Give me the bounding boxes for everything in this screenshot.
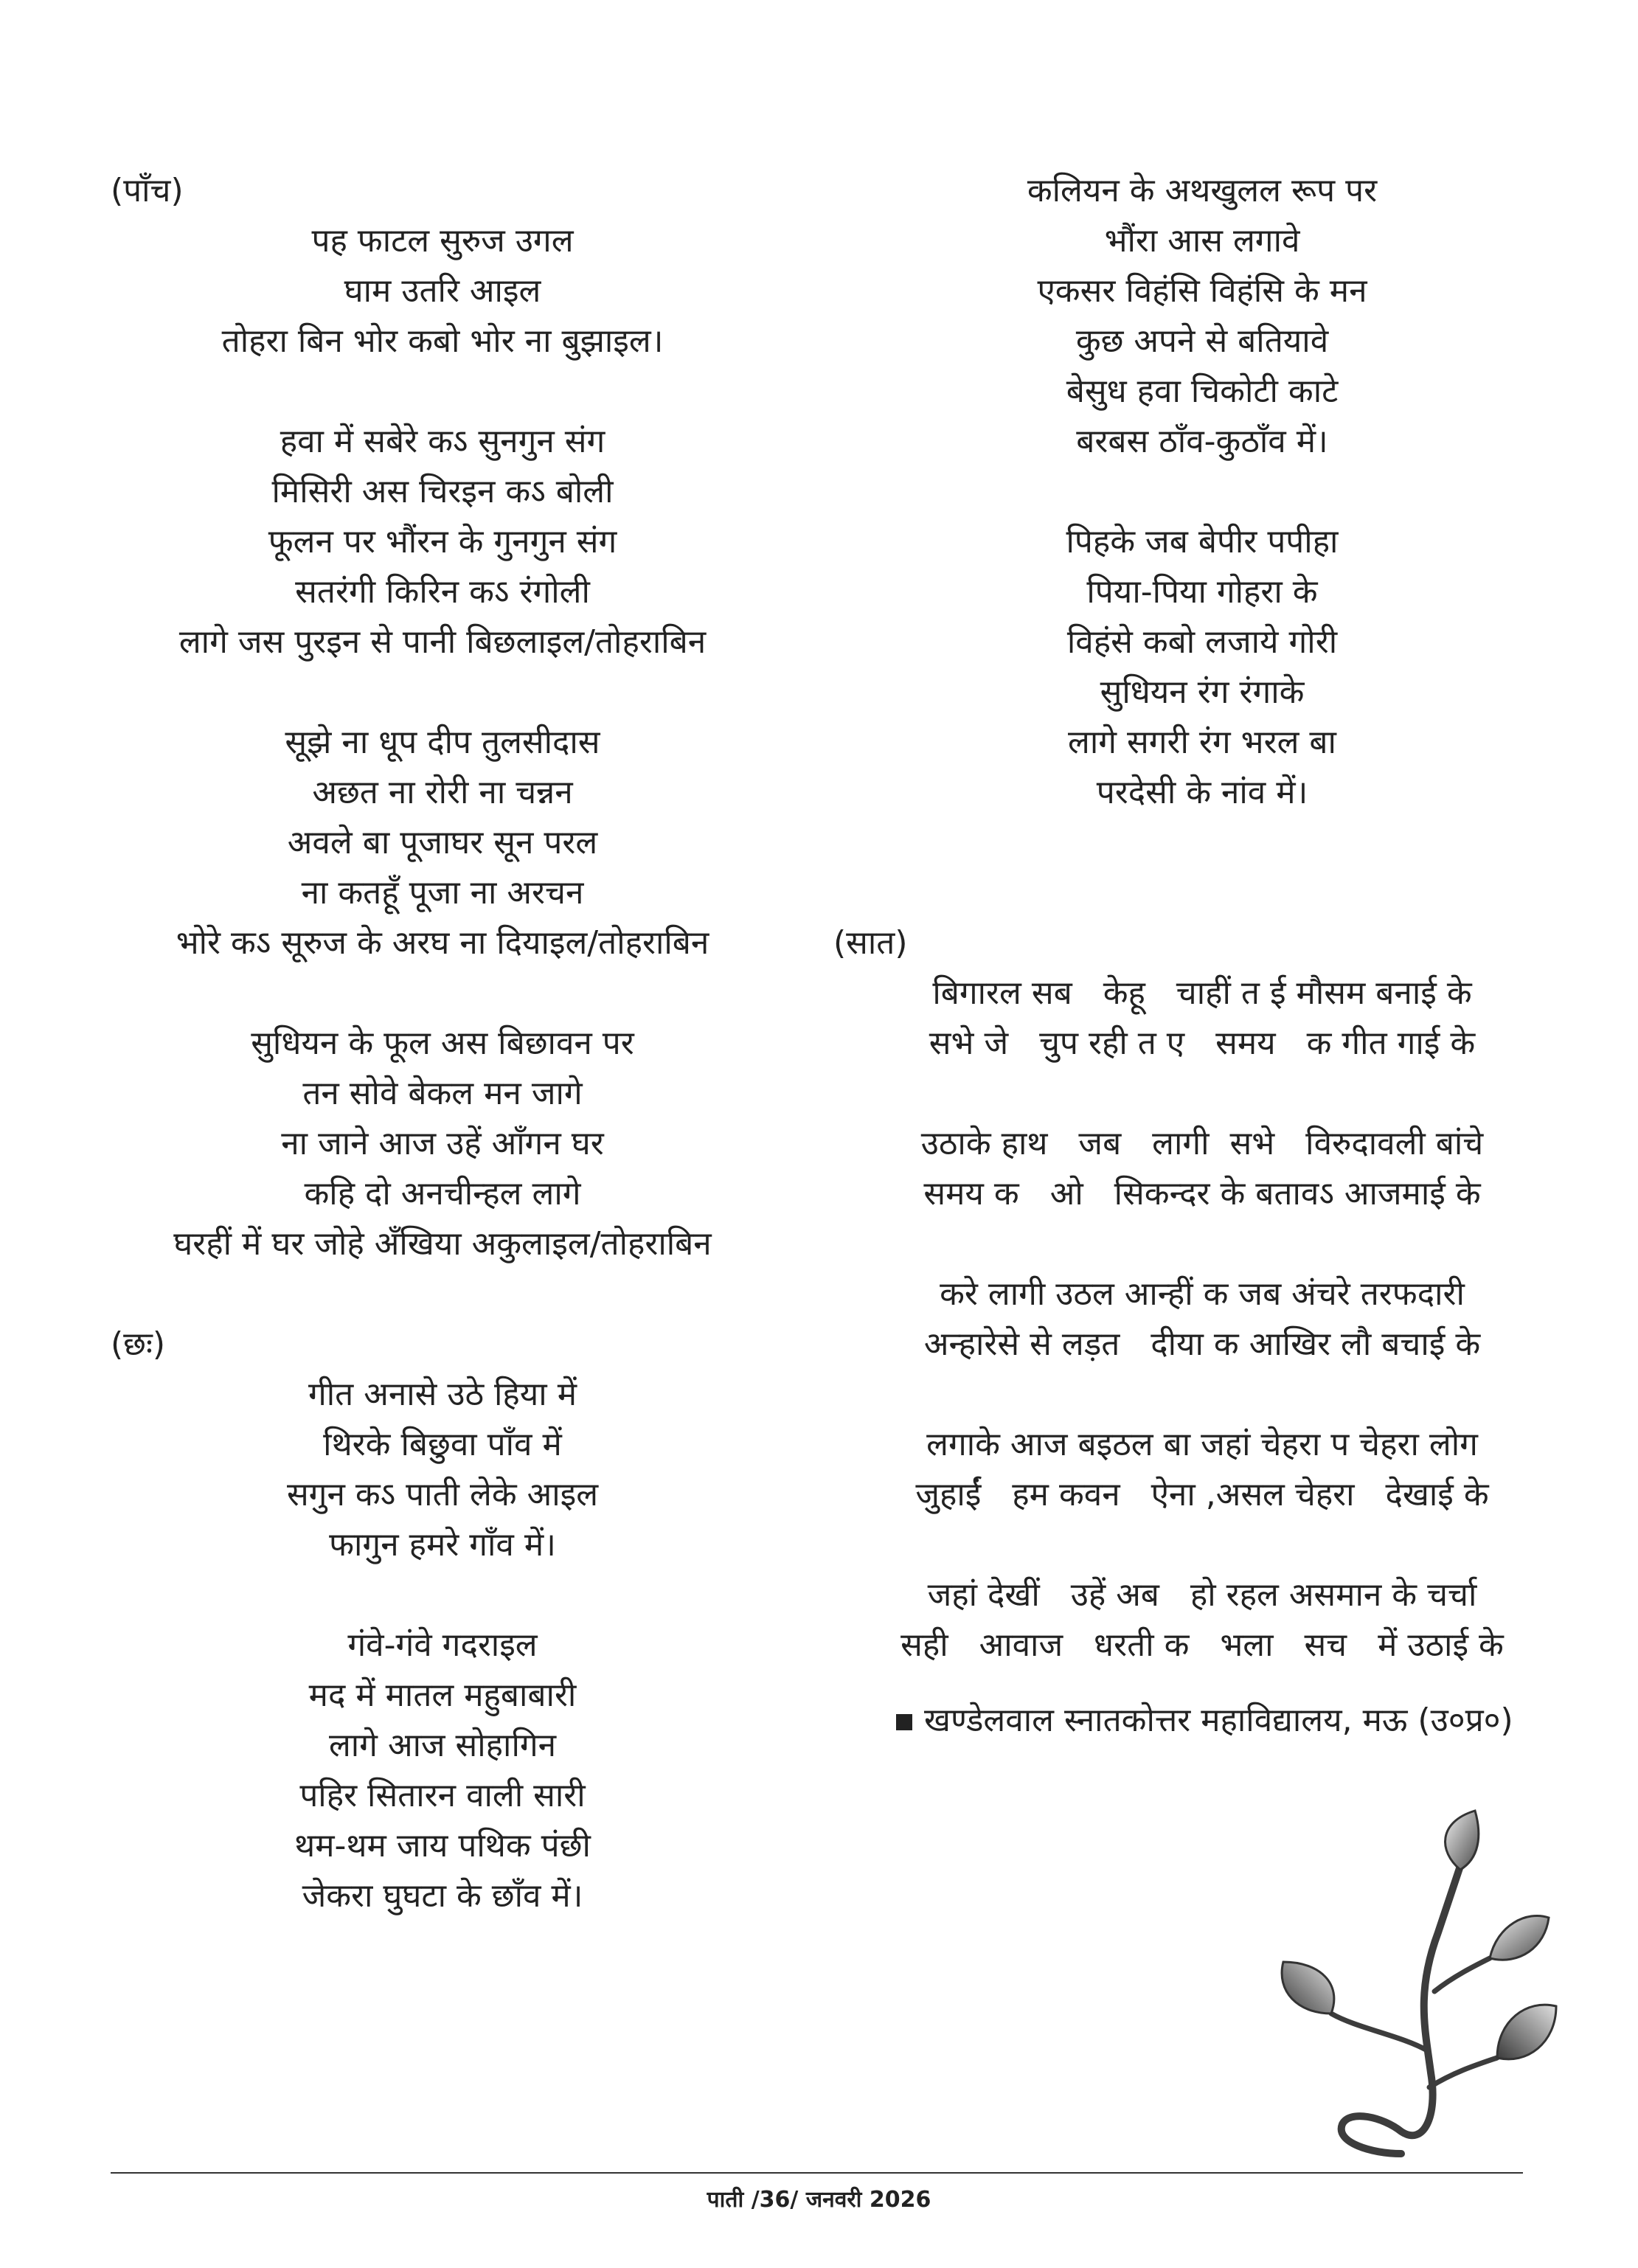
- leaf: [1446, 1811, 1479, 1870]
- poem-line: अन्हारेसे से लड़त दीया क आखिर लौ बचाई के: [923, 1325, 1481, 1363]
- poem-line: घाम उतरि आइल: [344, 272, 541, 310]
- poem-line: फागुन हमरे गाँव में।: [329, 1526, 556, 1564]
- stanza: [833, 166, 1571, 467]
- couplet: [833, 1570, 1571, 1671]
- poem-line: ना कतहूँ पूजा ना अरचन: [301, 874, 584, 912]
- poem-line: लागे आज सोहागिन: [328, 1727, 557, 1764]
- poem-line: करे लागी उठल आन्हीं क जब अंचरे तरफदारी: [940, 1275, 1465, 1313]
- stanza: [111, 216, 774, 367]
- stanza: [111, 718, 774, 968]
- stanza: [111, 417, 774, 667]
- poem-line: सभे जे चुप रही त ए समय क गीत गाई के: [929, 1024, 1476, 1062]
- plant-sprout-icon: [1254, 1807, 1564, 2176]
- poem-line: गीत अनासे उठे हिया में: [308, 1376, 577, 1413]
- poem-line: पिहके जब बेपीर पपीहा: [1066, 523, 1339, 561]
- poem-line: सूझे ना धूप दीप तुलसीदास: [285, 724, 600, 761]
- poem-line: लगाके आज बइठल बा जहां चेहरा प चेहरा लोग: [926, 1426, 1478, 1463]
- poem-line: लागे सगरी रंग भरल बा: [1068, 724, 1336, 761]
- poem-line: उठाके हाथ जब लागी सभे विरुदावली बांचे: [920, 1125, 1484, 1162]
- poem-line: कलियन के अथखुलल रूप पर: [1027, 172, 1378, 209]
- stanza: [111, 1019, 774, 1269]
- section-heading-chhah: (छः): [111, 1325, 166, 1363]
- couplet: [833, 968, 1571, 1069]
- stanza: [833, 517, 1571, 818]
- stanza: [111, 1370, 774, 1570]
- poem-line: थम-थम जाय पथिक पंछी: [294, 1827, 591, 1865]
- poem-line: सगुन कऽ पाती लेके आइल: [286, 1476, 599, 1513]
- leaf: [1282, 1962, 1334, 2014]
- poem-line: कहि दो अनचीन्हल लागे: [304, 1175, 581, 1213]
- stanza: [111, 1620, 774, 1921]
- poem-line: बरबस ठाँव-कुठाँव में।: [1076, 423, 1328, 460]
- poem-line: जेकरा घुघटा के छाँव में।: [302, 1877, 583, 1915]
- poem-line: गंवे-गंवे गदराइल: [347, 1626, 538, 1664]
- right-column-saat: [833, 918, 1571, 1671]
- poem-line: विहंसे कबो लजाये गोरी: [1066, 623, 1338, 661]
- poem-line: सही आवाज धरती क भला सच में उठाई के: [900, 1626, 1504, 1664]
- poem-line: लागे जस पुरइन से पानी बिछलाइल/तोहराबिन: [178, 623, 707, 661]
- section-heading-saat: (सात): [833, 924, 908, 962]
- poem-line: बिगारल सब केहू चाहीं त ई मौसम बनाई के: [932, 974, 1472, 1012]
- couplet: [833, 1119, 1571, 1219]
- poem-line: तोहरा बिन भोर कबो भोर ना बुझाइल।: [221, 322, 664, 360]
- poem-line: परदेसी के नांव में।: [1096, 774, 1308, 811]
- poem-line: ना जाने आज उहें आँगन घर: [281, 1125, 604, 1162]
- poem-line: मद में मातल महुबाबारी: [308, 1676, 577, 1714]
- poem-line: थिरके बिछुवा पाँव में: [323, 1426, 562, 1463]
- footer-divider: [111, 2172, 1523, 2174]
- poem-line: अछत ना रोरी ना चन्नन: [312, 774, 573, 811]
- poem-line: सुधियन के फूल अस बिछावन पर: [251, 1024, 634, 1062]
- poem-line: हवा में सबेरे कऽ सुनगुन संग: [280, 423, 605, 460]
- poem-line: एकसर विहंसि विहंसि के मन: [1037, 272, 1367, 310]
- couplet: [833, 1269, 1571, 1370]
- poem-line: फूलन पर भौंरन के गुनगुन संग: [268, 523, 617, 561]
- poem-line: मिसिरी अस चिरइन कऽ बोली: [271, 473, 614, 510]
- page-footer: पाती /36/ जनवरी 2026: [707, 2187, 931, 2213]
- poem-line: जुहाईं हम कवन ऐना ,असल चेहरा देखाई के: [915, 1476, 1489, 1513]
- poem-line: सुधियन रंग रंगाके: [1100, 673, 1305, 711]
- poem-line: कुछ अपने से बतियावे: [1075, 322, 1329, 360]
- author-affiliation: [896, 1696, 1513, 1741]
- left-column: [111, 166, 774, 1921]
- poem-line: समय क ओ सिकन्दर के बतावऽ आजमाई के: [923, 1175, 1481, 1213]
- poem-line: अवले बा पूजाघर सून परल: [287, 824, 598, 861]
- section-heading-panch: (पाँच): [111, 172, 184, 209]
- poem-line: घरहीं में घर जोहे अँखिया अकुलाइल/तोहराबिन: [173, 1225, 712, 1263]
- right-column-continuation: [833, 166, 1571, 818]
- poem-line: सतरंगी किरिन कऽ रंगोली: [295, 573, 590, 611]
- affiliation-text: खण्डेलवाल स्नातकोत्तर महाविद्यालय, मऊ (उ०प्र०): [924, 1702, 1513, 1739]
- poem-line: बेसुध हवा चिकोटी काटे: [1066, 372, 1339, 410]
- plant-stem: [1342, 1866, 1460, 2154]
- poem-line: भोरे कऽ सूरुज के अरघ ना दियाइल/तोहराबिन: [176, 924, 709, 962]
- poem-line: पहिर सितारन वाली सारी: [299, 1777, 586, 1814]
- poem-line: भौंरा आस लगावे: [1104, 222, 1300, 260]
- leaf: [1490, 1915, 1549, 1960]
- poem-line: जहां देखीं उहें अब हो रहल असमान के चर्चा: [927, 1576, 1477, 1614]
- couplet: [833, 1420, 1571, 1520]
- poem-line: पिया-पिया गोहरा के: [1086, 573, 1318, 611]
- leaf: [1497, 2005, 1556, 2059]
- poem-line: पह फाटल सुरुज उगल: [311, 222, 574, 260]
- square-bullet-icon: [896, 1714, 912, 1730]
- poem-line: तन सोवे बेकल मन जागे: [302, 1075, 583, 1112]
